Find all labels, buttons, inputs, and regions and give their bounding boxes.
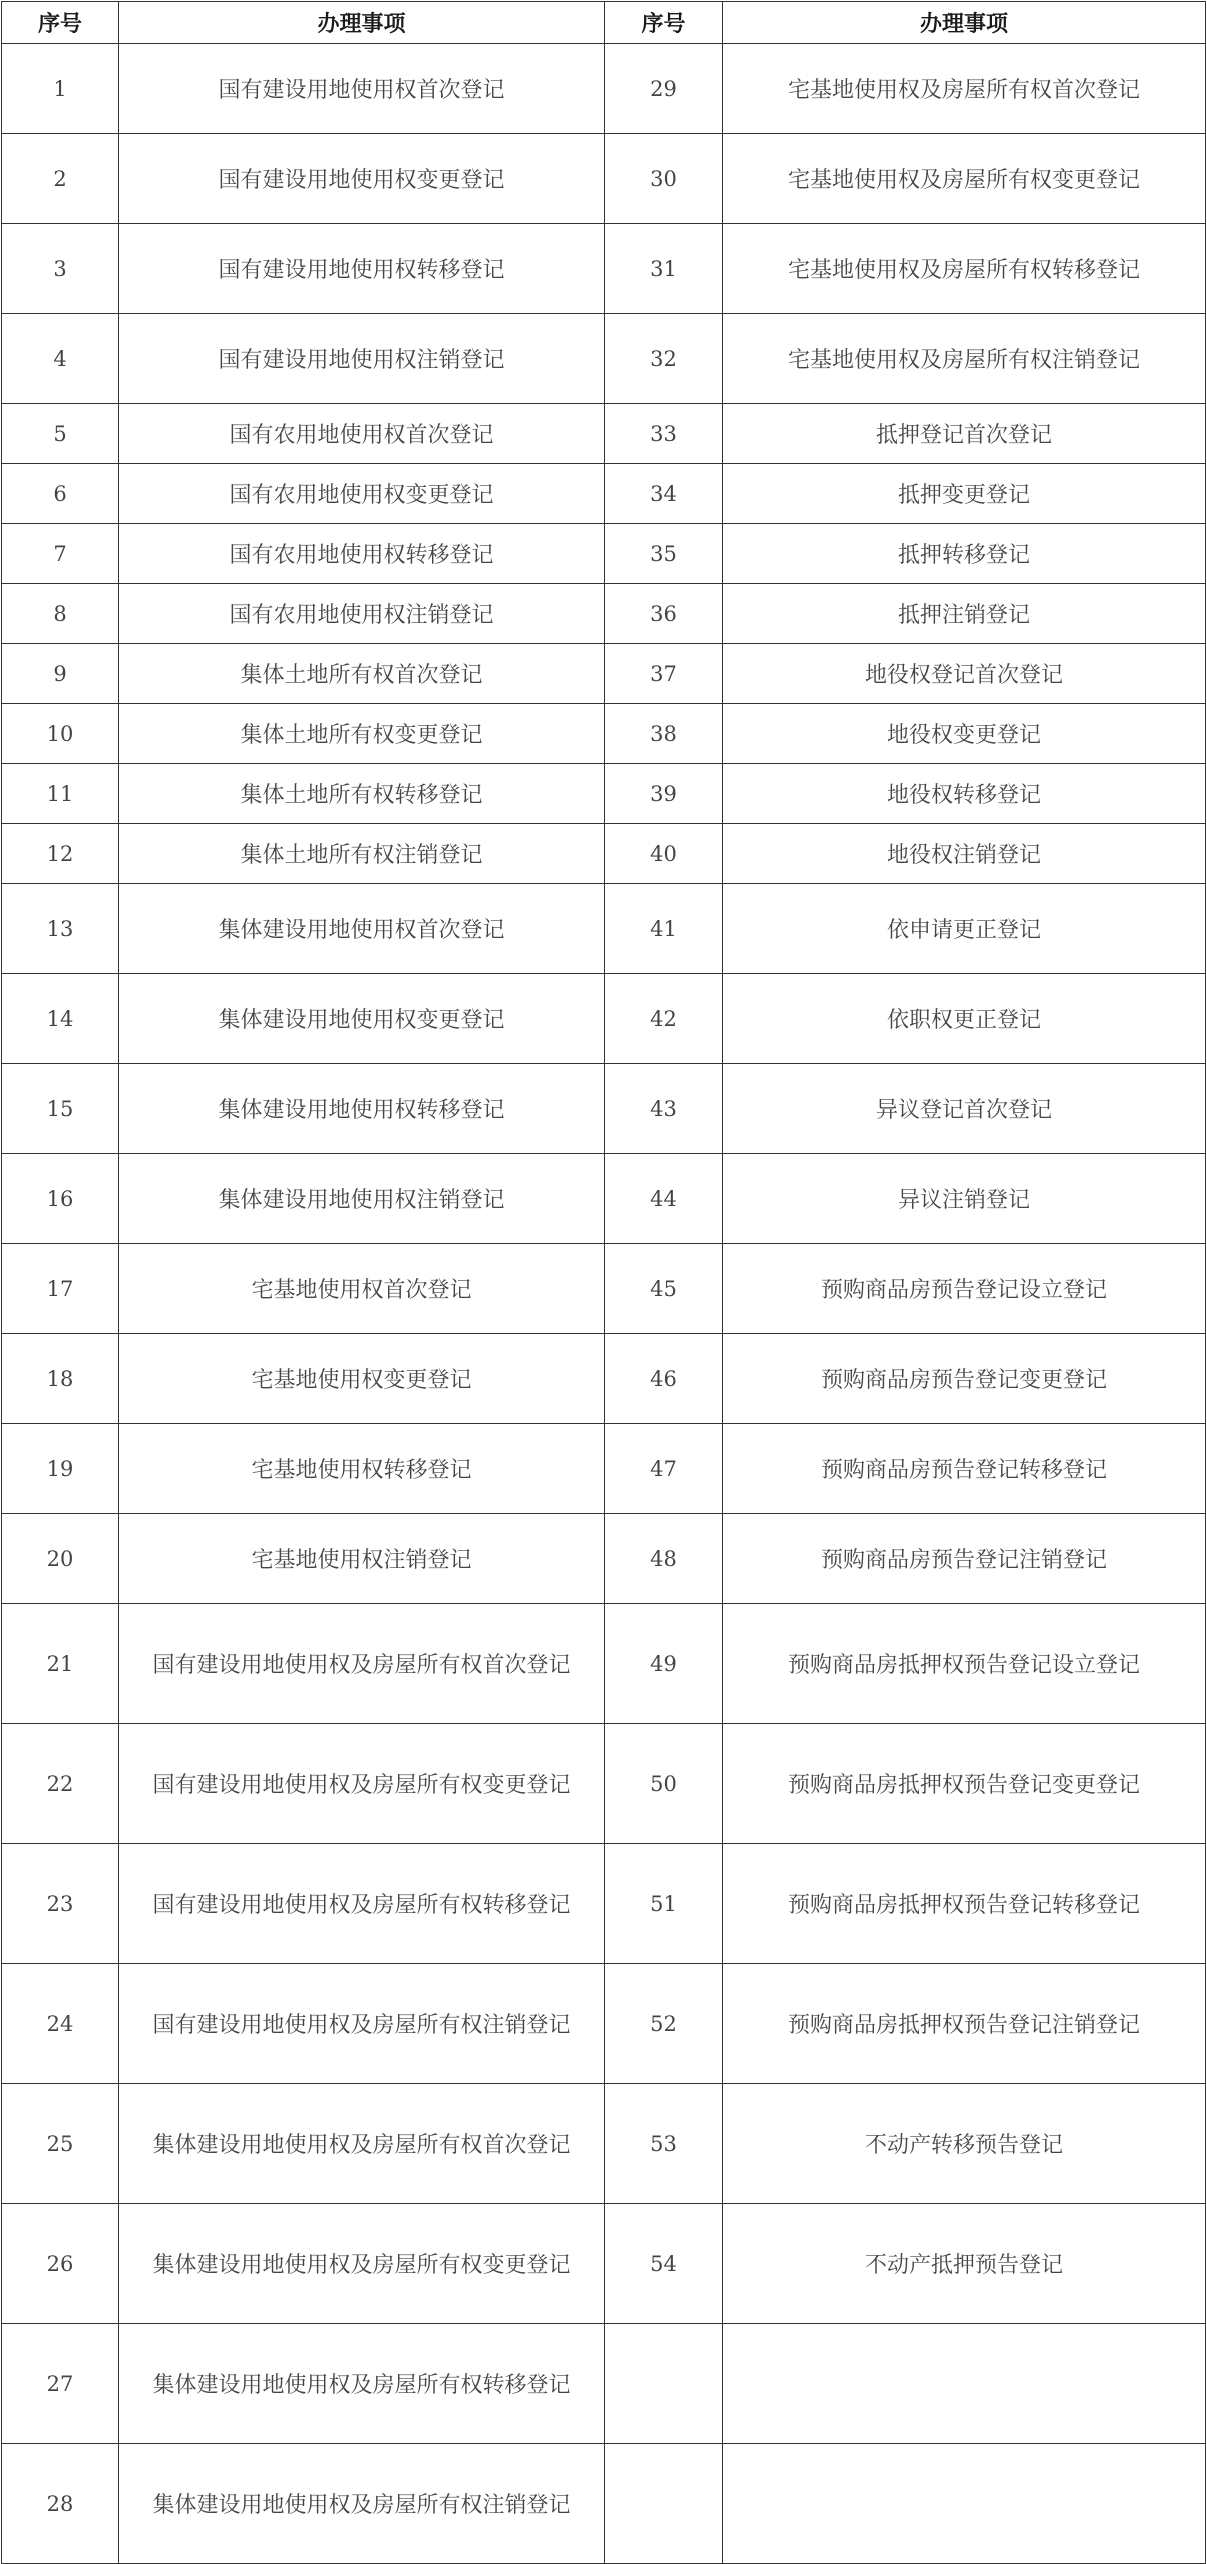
right-item-cell: 抵押转移登记 <box>723 524 1206 584</box>
left-item-cell: 集体建设用地使用权首次登记 <box>119 884 605 974</box>
left-item-cell: 集体建设用地使用权转移登记 <box>119 1064 605 1154</box>
right-item-cell: 不动产转移预告登记 <box>723 2084 1206 2204</box>
right-seq-cell: 41 <box>605 884 723 974</box>
table-row <box>2 1424 1206 1514</box>
right-seq-cell: 42 <box>605 974 723 1064</box>
right-item-cell: 宅基地使用权及房屋所有权转移登记 <box>723 224 1206 314</box>
right-seq-cell: 33 <box>605 404 723 464</box>
right-seq-cell: 40 <box>605 824 723 884</box>
left-seq-cell: 10 <box>2 704 119 764</box>
right-seq-cell: 30 <box>605 134 723 224</box>
table-row <box>2 224 1206 314</box>
right-seq-cell: 47 <box>605 1424 723 1514</box>
table-row <box>2 44 1206 134</box>
right-seq-cell: 51 <box>605 1844 723 1964</box>
table-row <box>2 2324 1206 2444</box>
right-item-cell: 预购商品房抵押权预告登记设立登记 <box>723 1604 1206 1724</box>
right-item-cell: 预购商品房抵押权预告登记转移登记 <box>723 1844 1206 1964</box>
right-seq-cell: 52 <box>605 1964 723 2084</box>
left-item-cell: 集体建设用地使用权及房屋所有权首次登记 <box>119 2084 605 2204</box>
header-item-left: 办理事项 <box>119 2 605 44</box>
right-item-cell: 地役权变更登记 <box>723 704 1206 764</box>
table-row <box>2 884 1206 974</box>
left-item-cell: 集体土地所有权注销登记 <box>119 824 605 884</box>
table-row <box>2 1154 1206 1244</box>
table-row <box>2 1064 1206 1154</box>
left-seq-cell: 20 <box>2 1514 119 1604</box>
left-item-cell: 宅基地使用权转移登记 <box>119 1424 605 1514</box>
left-item-cell: 集体土地所有权变更登记 <box>119 704 605 764</box>
table-row <box>2 404 1206 464</box>
left-seq-cell: 28 <box>2 2444 119 2564</box>
table-row <box>2 2444 1206 2564</box>
left-seq-cell: 5 <box>2 404 119 464</box>
left-seq-cell: 14 <box>2 974 119 1064</box>
right-item-cell: 宅基地使用权及房屋所有权变更登记 <box>723 134 1206 224</box>
left-seq-cell: 2 <box>2 134 119 224</box>
right-seq-cell: 36 <box>605 584 723 644</box>
table-row <box>2 2204 1206 2324</box>
left-seq-cell: 8 <box>2 584 119 644</box>
left-seq-cell: 24 <box>2 1964 119 2084</box>
table-body <box>2 44 1206 2564</box>
table-row <box>2 764 1206 824</box>
left-seq-cell: 26 <box>2 2204 119 2324</box>
left-seq-cell: 7 <box>2 524 119 584</box>
table-row <box>2 134 1206 224</box>
table-row <box>2 524 1206 584</box>
right-seq-cell: 29 <box>605 44 723 134</box>
right-seq-cell: 50 <box>605 1724 723 1844</box>
left-item-cell: 国有建设用地使用权变更登记 <box>119 134 605 224</box>
right-item-cell: 不动产抵押预告登记 <box>723 2204 1206 2324</box>
table-row <box>2 644 1206 704</box>
left-item-cell: 集体建设用地使用权及房屋所有权注销登记 <box>119 2444 605 2564</box>
left-seq-cell: 4 <box>2 314 119 404</box>
right-seq-cell: 46 <box>605 1334 723 1424</box>
right-seq-cell: 34 <box>605 464 723 524</box>
right-item-cell: 异议登记首次登记 <box>723 1064 1206 1154</box>
left-seq-cell: 1 <box>2 44 119 134</box>
table-row <box>2 1964 1206 2084</box>
right-item-cell: 地役权注销登记 <box>723 824 1206 884</box>
right-seq-cell: 39 <box>605 764 723 824</box>
left-item-cell: 宅基地使用权首次登记 <box>119 1244 605 1334</box>
left-item-cell: 宅基地使用权注销登记 <box>119 1514 605 1604</box>
right-item-cell: 异议注销登记 <box>723 1154 1206 1244</box>
left-seq-cell: 11 <box>2 764 119 824</box>
right-seq-cell: 53 <box>605 2084 723 2204</box>
table-row <box>2 2084 1206 2204</box>
right-item-cell: 抵押登记首次登记 <box>723 404 1206 464</box>
right-item-cell <box>723 2444 1206 2564</box>
right-seq-cell: 49 <box>605 1604 723 1724</box>
right-seq-cell: 48 <box>605 1514 723 1604</box>
right-item-cell: 依职权更正登记 <box>723 974 1206 1064</box>
table-row <box>2 704 1206 764</box>
left-item-cell: 集体建设用地使用权及房屋所有权转移登记 <box>119 2324 605 2444</box>
right-seq-cell: 32 <box>605 314 723 404</box>
table-row <box>2 974 1206 1064</box>
table-row <box>2 314 1206 404</box>
table-row <box>2 1724 1206 1844</box>
table-row <box>2 464 1206 524</box>
right-seq-cell <box>605 2324 723 2444</box>
left-item-cell: 国有农用地使用权注销登记 <box>119 584 605 644</box>
right-seq-cell: 37 <box>605 644 723 704</box>
left-item-cell: 国有建设用地使用权转移登记 <box>119 224 605 314</box>
right-item-cell: 地役权转移登记 <box>723 764 1206 824</box>
table-row <box>2 584 1206 644</box>
right-item-cell: 预购商品房抵押权预告登记变更登记 <box>723 1724 1206 1844</box>
left-item-cell: 国有农用地使用权首次登记 <box>119 404 605 464</box>
header-seq-left: 序号 <box>2 2 119 44</box>
right-seq-cell: 54 <box>605 2204 723 2324</box>
left-item-cell: 国有建设用地使用权及房屋所有权注销登记 <box>119 1964 605 2084</box>
right-seq-cell: 38 <box>605 704 723 764</box>
right-item-cell: 宅基地使用权及房屋所有权注销登记 <box>723 314 1206 404</box>
left-seq-cell: 27 <box>2 2324 119 2444</box>
header-row <box>2 2 1206 44</box>
left-item-cell: 国有建设用地使用权及房屋所有权变更登记 <box>119 1724 605 1844</box>
table-row <box>2 824 1206 884</box>
header-item-right: 办理事项 <box>723 2 1206 44</box>
left-item-cell: 国有建设用地使用权及房屋所有权首次登记 <box>119 1604 605 1724</box>
left-item-cell: 宅基地使用权变更登记 <box>119 1334 605 1424</box>
left-item-cell: 集体土地所有权首次登记 <box>119 644 605 704</box>
left-seq-cell: 25 <box>2 2084 119 2204</box>
left-item-cell: 集体建设用地使用权变更登记 <box>119 974 605 1064</box>
right-item-cell: 抵押变更登记 <box>723 464 1206 524</box>
left-seq-cell: 21 <box>2 1604 119 1724</box>
right-seq-cell: 45 <box>605 1244 723 1334</box>
left-seq-cell: 17 <box>2 1244 119 1334</box>
right-item-cell: 预购商品房预告登记设立登记 <box>723 1244 1206 1334</box>
right-seq-cell: 44 <box>605 1154 723 1244</box>
left-item-cell: 国有建设用地使用权首次登记 <box>119 44 605 134</box>
left-item-cell: 国有农用地使用权转移登记 <box>119 524 605 584</box>
left-seq-cell: 16 <box>2 1154 119 1244</box>
left-seq-cell: 23 <box>2 1844 119 1964</box>
left-item-cell: 集体建设用地使用权注销登记 <box>119 1154 605 1244</box>
right-seq-cell: 31 <box>605 224 723 314</box>
right-item-cell: 预购商品房预告登记变更登记 <box>723 1334 1206 1424</box>
right-item-cell: 预购商品房预告登记注销登记 <box>723 1514 1206 1604</box>
left-seq-cell: 22 <box>2 1724 119 1844</box>
registration-items-table <box>1 1 1206 2564</box>
left-seq-cell: 19 <box>2 1424 119 1514</box>
right-item-cell: 依申请更正登记 <box>723 884 1206 974</box>
right-item-cell: 抵押注销登记 <box>723 584 1206 644</box>
table-row <box>2 1514 1206 1604</box>
left-seq-cell: 18 <box>2 1334 119 1424</box>
right-item-cell: 宅基地使用权及房屋所有权首次登记 <box>723 44 1206 134</box>
table-row <box>2 1604 1206 1724</box>
left-seq-cell: 9 <box>2 644 119 704</box>
right-seq-cell: 35 <box>605 524 723 584</box>
right-seq-cell: 43 <box>605 1064 723 1154</box>
left-seq-cell: 6 <box>2 464 119 524</box>
left-seq-cell: 3 <box>2 224 119 314</box>
left-item-cell: 国有农用地使用权变更登记 <box>119 464 605 524</box>
right-item-cell <box>723 2324 1206 2444</box>
header-seq-right: 序号 <box>605 2 723 44</box>
right-item-cell: 预购商品房抵押权预告登记注销登记 <box>723 1964 1206 2084</box>
left-seq-cell: 15 <box>2 1064 119 1154</box>
table-row <box>2 1244 1206 1334</box>
left-seq-cell: 12 <box>2 824 119 884</box>
right-seq-cell <box>605 2444 723 2564</box>
right-item-cell: 地役权登记首次登记 <box>723 644 1206 704</box>
left-item-cell: 国有建设用地使用权注销登记 <box>119 314 605 404</box>
table-row <box>2 1844 1206 1964</box>
left-item-cell: 国有建设用地使用权及房屋所有权转移登记 <box>119 1844 605 1964</box>
left-seq-cell: 13 <box>2 884 119 974</box>
left-item-cell: 集体土地所有权转移登记 <box>119 764 605 824</box>
table-row <box>2 1334 1206 1424</box>
right-item-cell: 预购商品房预告登记转移登记 <box>723 1424 1206 1514</box>
left-item-cell: 集体建设用地使用权及房屋所有权变更登记 <box>119 2204 605 2324</box>
